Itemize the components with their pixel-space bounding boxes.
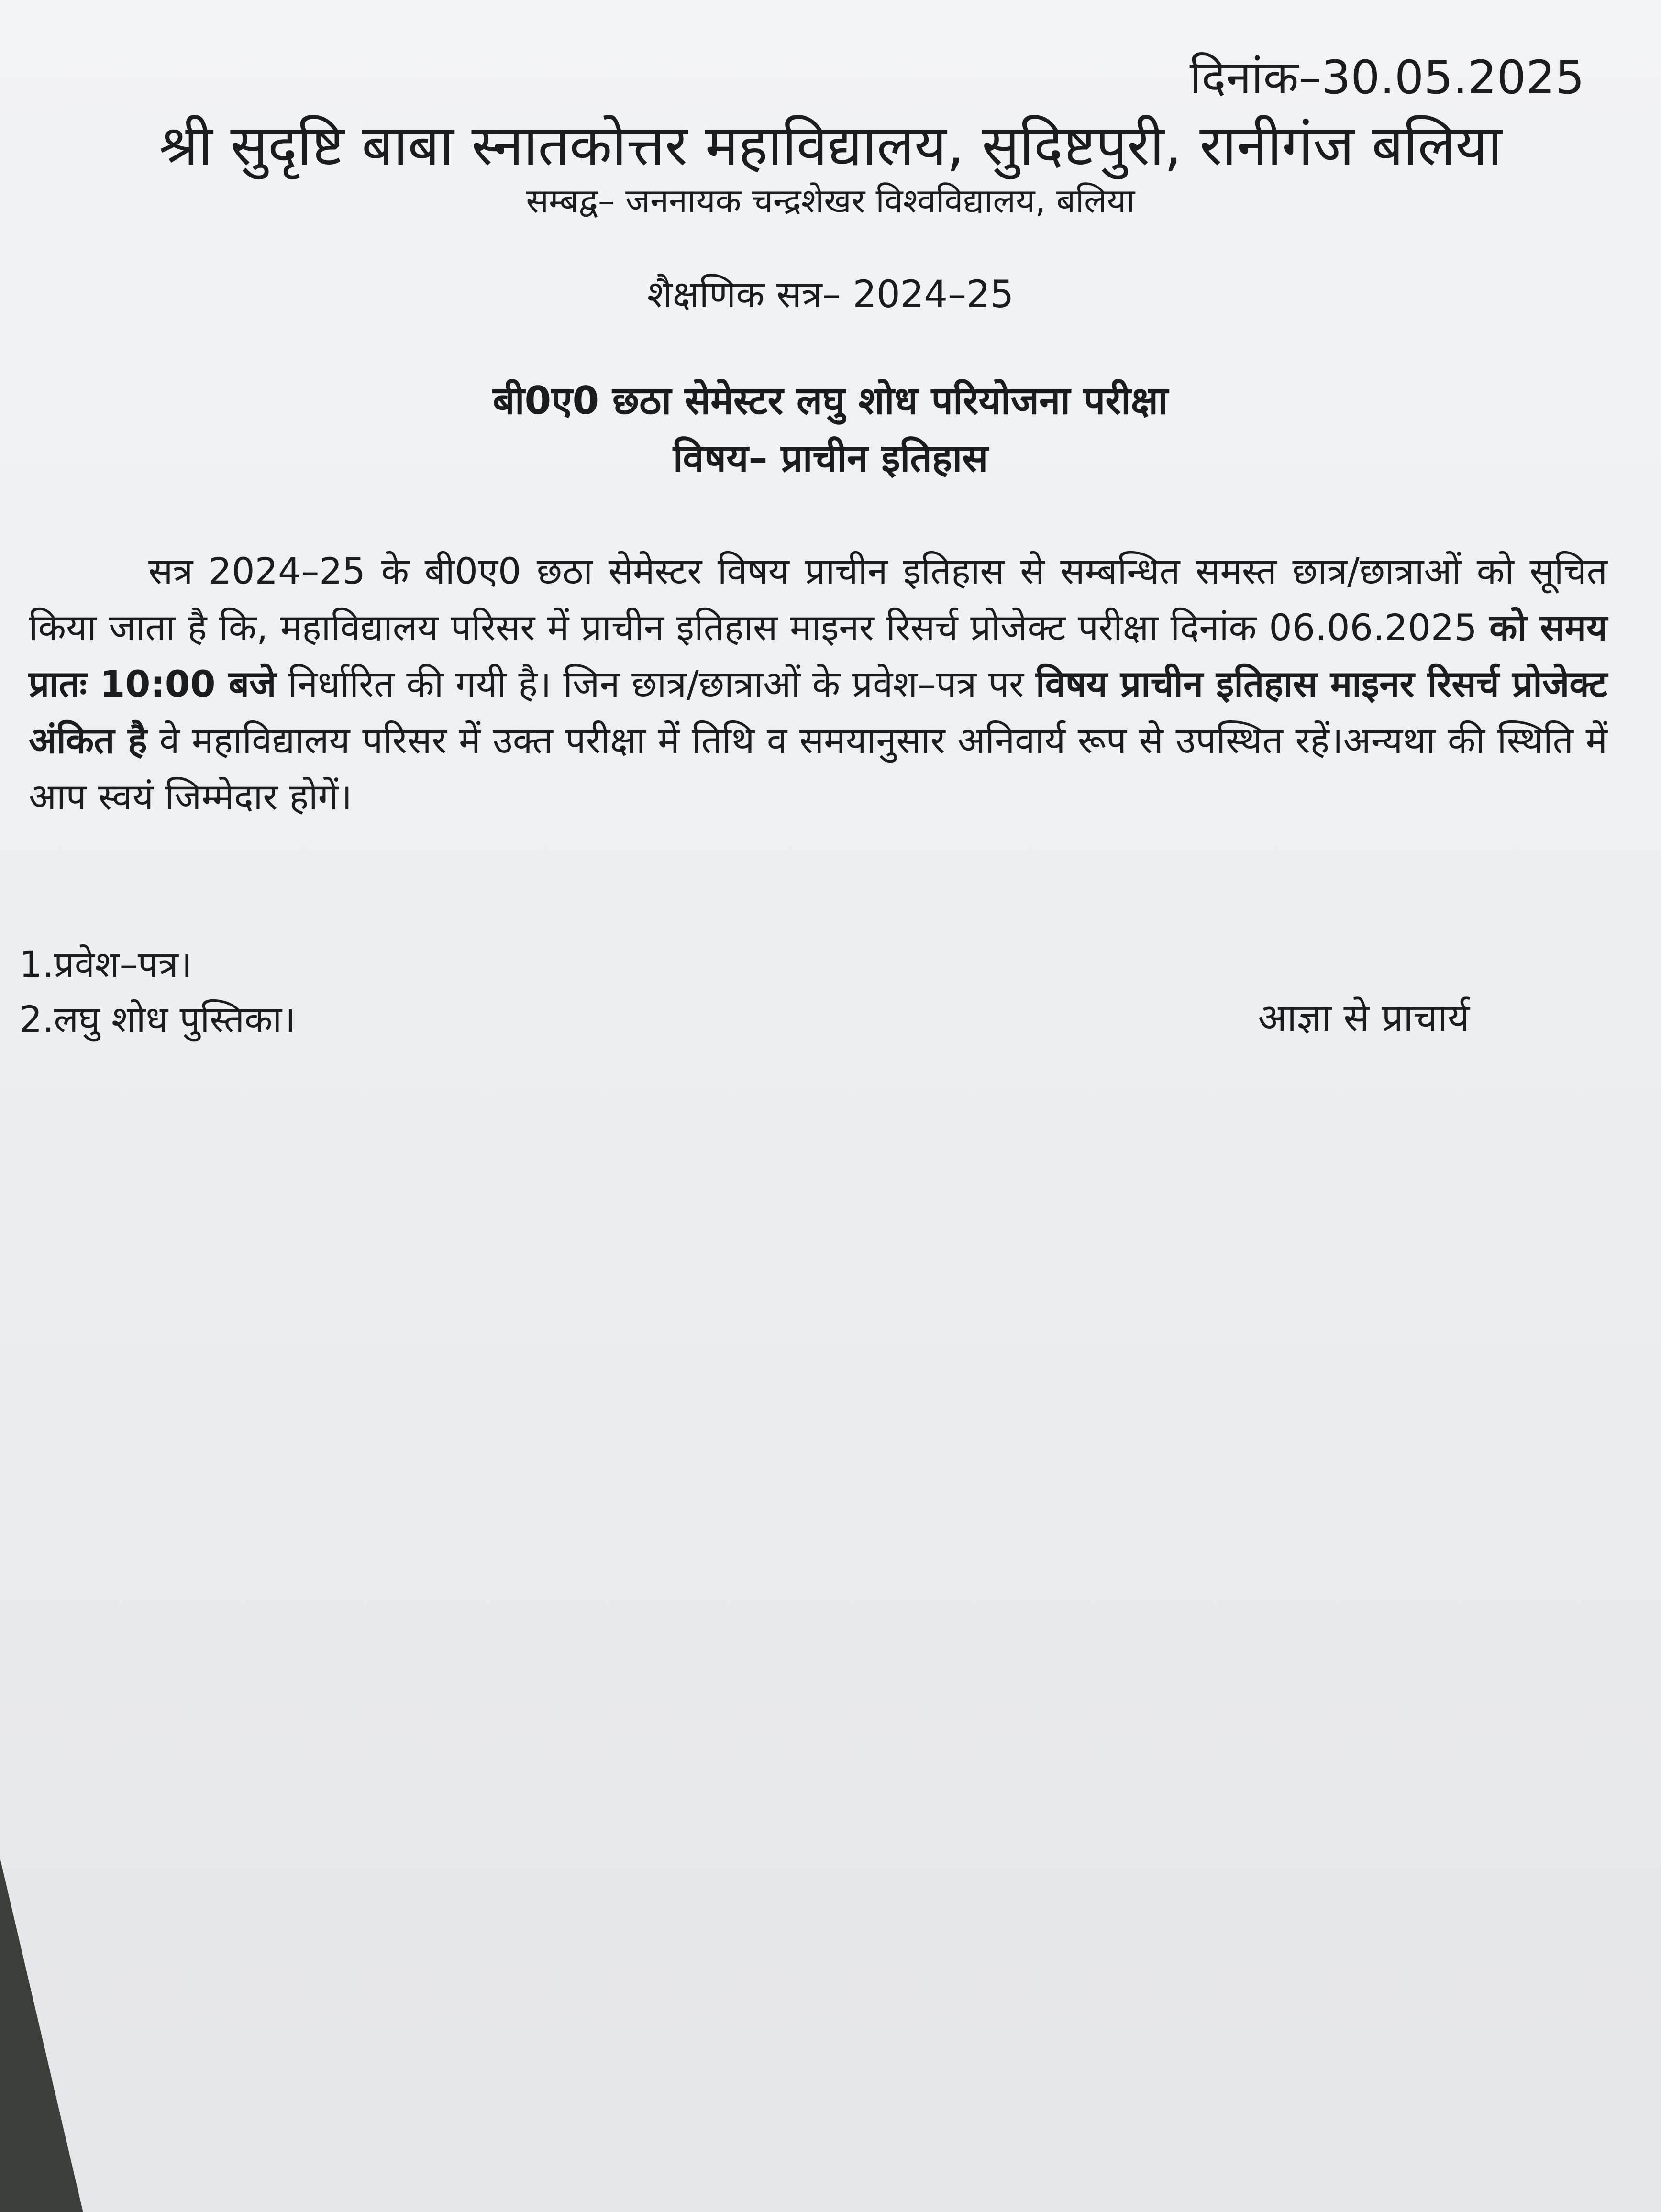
academic-session: शैक्षणिक सत्र– 2024–25 (647, 273, 1014, 316)
notice-text-part: वे महाविद्यालय परिसर में उक्त परीक्षा में तिथि व समयानुसार अनिवार्य रूप से उपस्थित रहें।अन्यथा की स्थिति में आप स्वयं जिम्मेदार होगें। (29, 719, 1607, 818)
signature-line: आज्ञा से प्राचार्य (1258, 995, 1470, 1040)
notice-date: दिनांक–30.05.2025 (1189, 51, 1584, 104)
notice-text-part: सत्र 2024–25 के बी0ए0 छठा सेमेस्टर विषय प्राचीन इतिहास से सम्बन्धित समस्त छात्र/छात्राओं को सूचित किया जाता है कि, महाविद्यालय परिसर में प्राचीन इतिहास माइनर रिसर्च प्रोजेक्ट परीक्षा दिनांक 06.06.2025 (29, 550, 1607, 649)
exam-title: बी0ए0 छठा सेमेस्टर लघु शोध परियोजना परीक्षा (493, 378, 1168, 423)
notice-text-part: निर्धारित की गयी है। जिन छात्र/छात्राओं के प्रवेश–पत्र पर (276, 663, 1036, 705)
subject-title: विषय– प्राचीन इतिहास (673, 436, 988, 480)
notice-body (29, 543, 1607, 825)
requirement-item: 2.लघु शोध पुस्तिका। (19, 998, 296, 1040)
college-name: श्री सुदृष्टि बाबा स्नातकोत्तर महाविद्यालय, सुदिष्टपुरी, रानीगंज बलिया (159, 113, 1502, 178)
university-affiliation: सम्बद्व– जननायक चन्द्रशेखर विश्वविद्यालय, बलिया (526, 181, 1135, 221)
requirement-item: 1.प्रवेश–पत्र। (19, 943, 192, 985)
subject-highlight: विषय प्राचीन इतिहास माइनर रिसर्च प्रोजेक्ट अंकित है (29, 663, 1607, 762)
exam-time-highlight: को समय प्रातः 10:00 बजे (29, 606, 1607, 705)
